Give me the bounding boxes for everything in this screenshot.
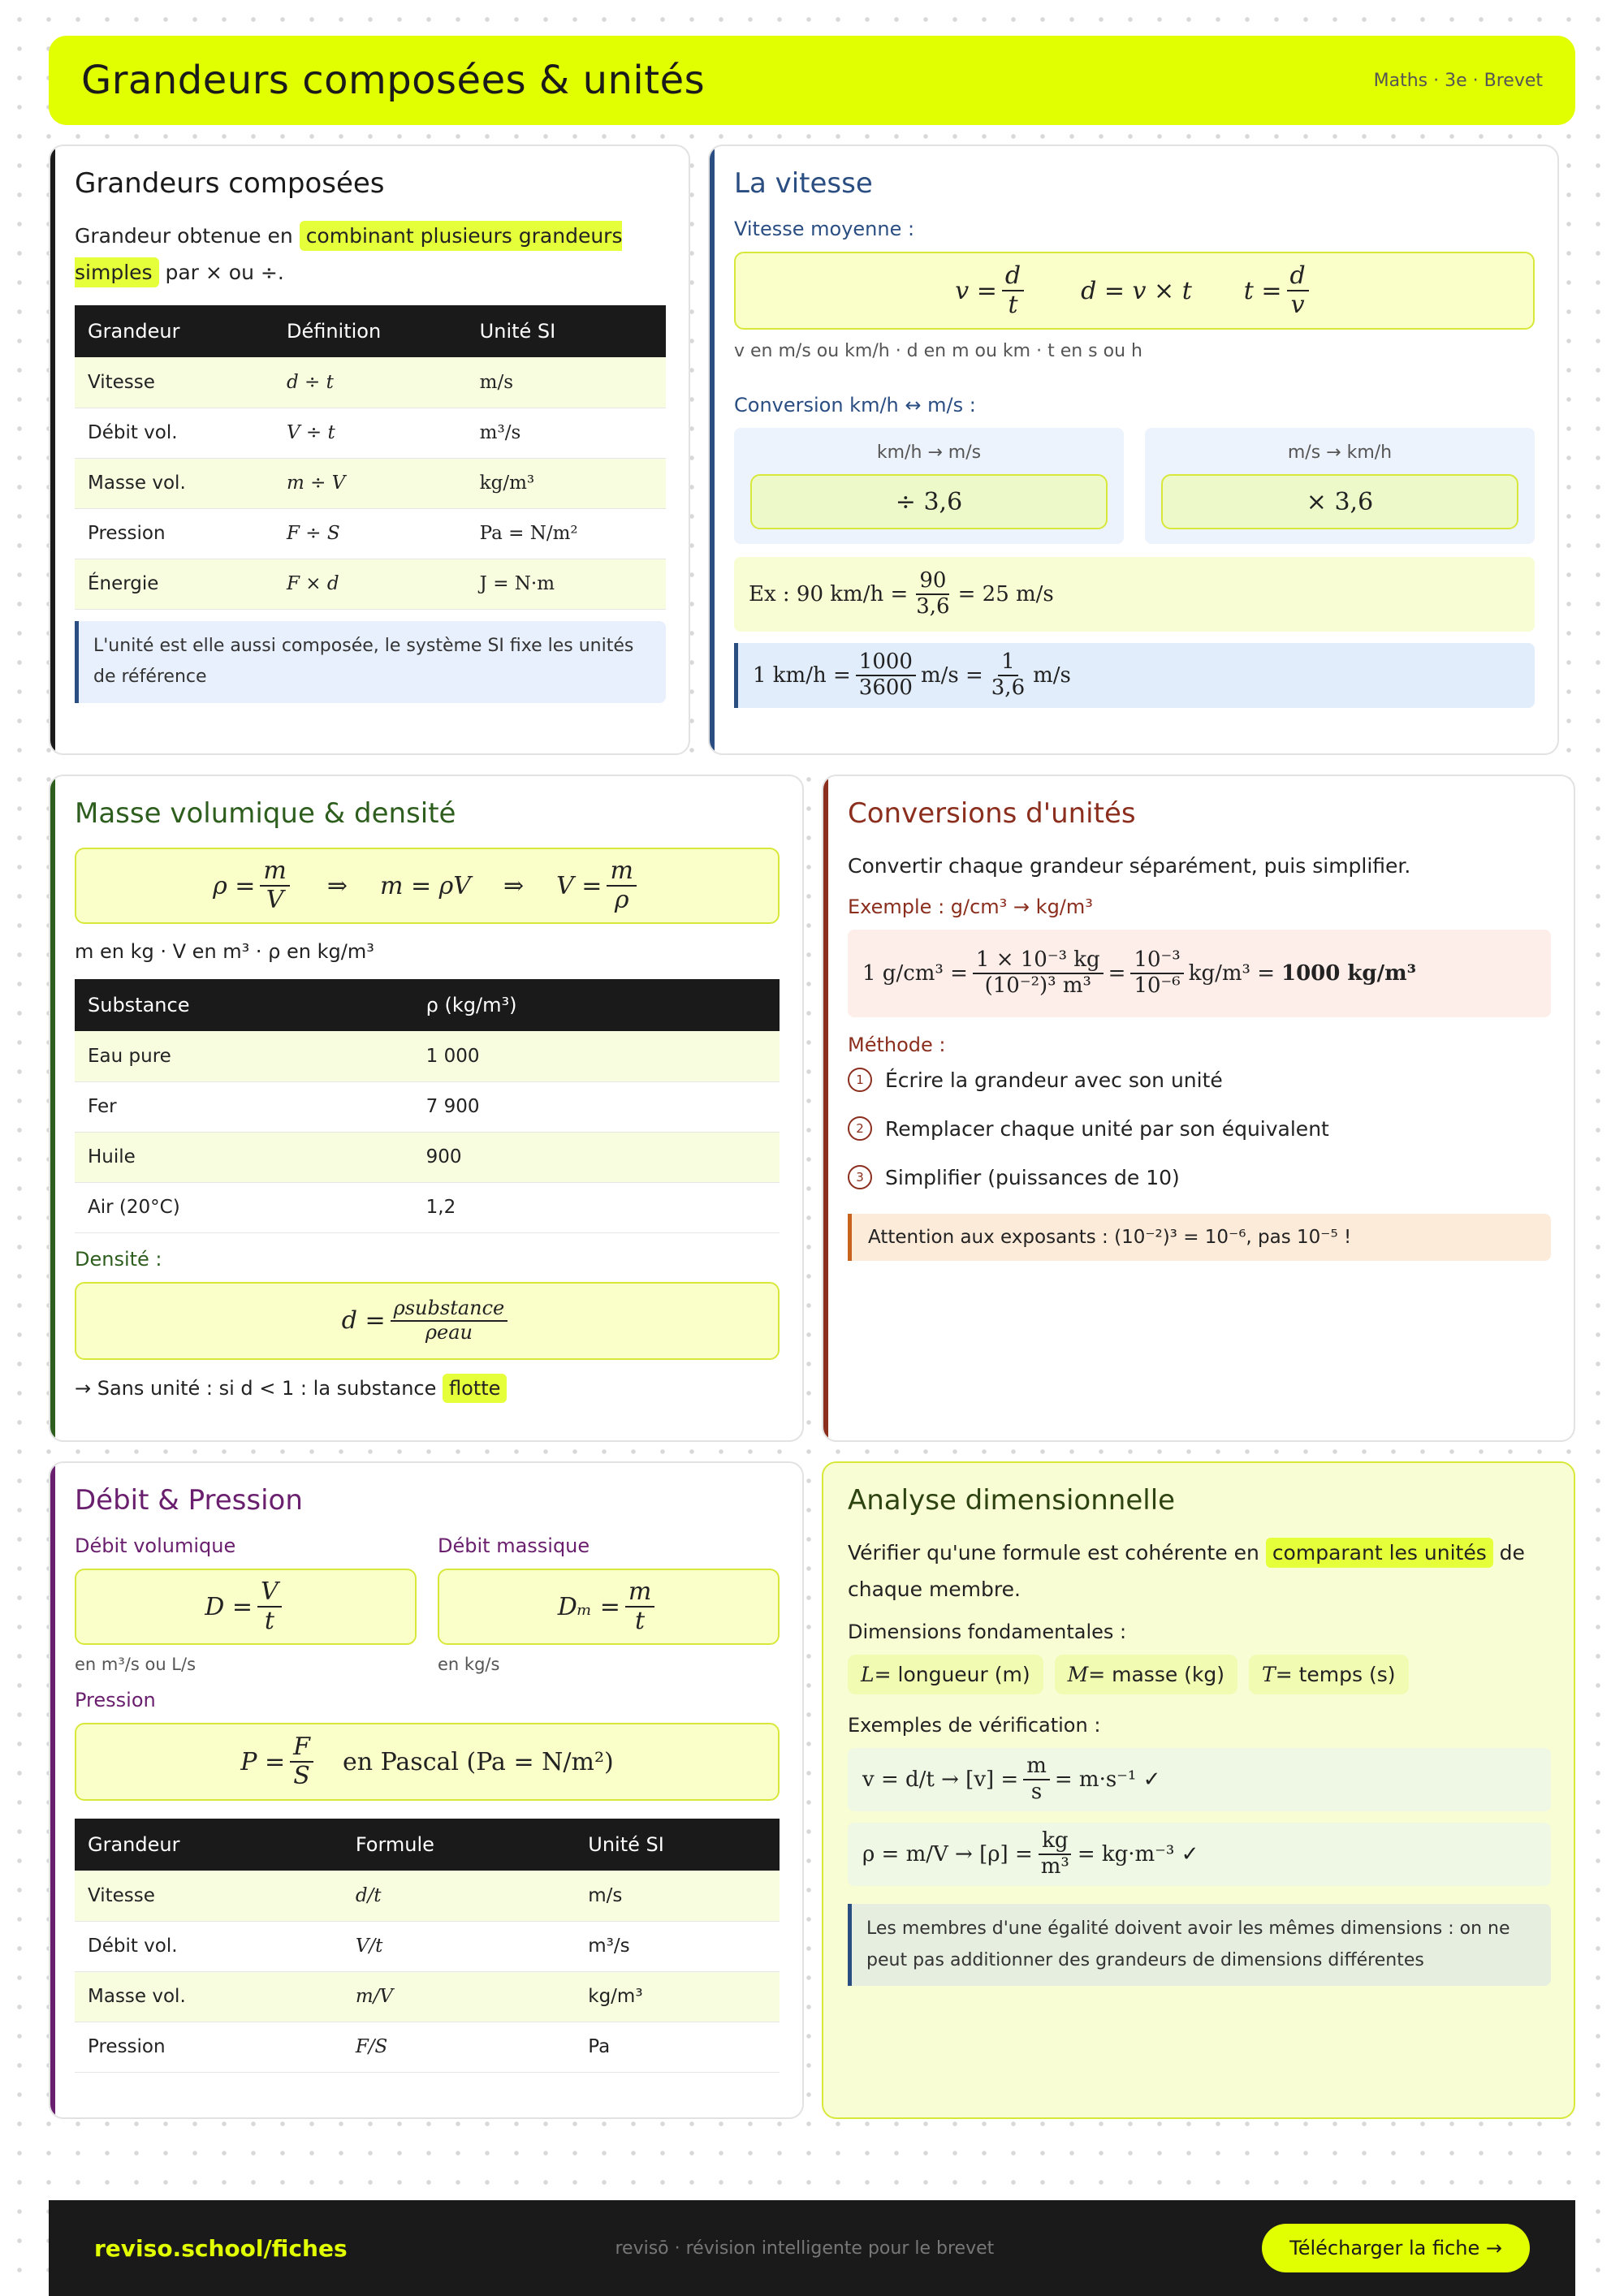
intro-text: Grandeur obtenue en combinant plusieurs grandeurs simples par × ou ÷. bbox=[75, 218, 666, 291]
table-row: Masse vol. m/V kg/m³ bbox=[75, 1971, 780, 2022]
subtitle-debit-volumique: Débit volumique bbox=[75, 1534, 236, 1557]
formula-debit-massique: Dₘ = $\frac{m}{t}$ bbox=[438, 1569, 780, 1645]
page-header bbox=[49, 36, 1575, 125]
example-masse-volumique: ρ = m/V → [ρ] = $\frac{kg}{\text{m³}}$ = kg·m⁻³ ✓ bbox=[848, 1823, 1551, 1886]
page-title: Grandeurs composées & unités bbox=[81, 58, 706, 103]
table-row: Air (20°C) 1,2 bbox=[75, 1182, 780, 1232]
density-table: Substance ρ (kg/m³) Eau pure 1 000 Fer 7 900 Huile 900 Air (20°C) 1,2 bbox=[75, 979, 780, 1233]
example-conversion: Ex : 90 km/h = $\frac{90}{3,6}$ = 25 m/s bbox=[734, 557, 1535, 632]
warning-note: Attention aux exposants : (10⁻²)³ = 10⁻⁶, pas 10⁻⁵ ! bbox=[848, 1214, 1551, 1261]
card-title: Masse volumique & densité bbox=[75, 797, 456, 830]
card-title: Grandeurs composées bbox=[75, 167, 385, 200]
example-label: Exemple : g/cm³ → kg/m³ bbox=[848, 896, 1093, 918]
subtitle-pression: Pression bbox=[75, 1689, 156, 1711]
list-item: 3 Simplifier (puissances de 10) bbox=[848, 1165, 1551, 1189]
highlight: flotte bbox=[443, 1374, 507, 1403]
table-row: Eau pure 1 000 bbox=[75, 1031, 780, 1081]
list-item: 1 Écrire la grandeur avec son unité bbox=[848, 1068, 1551, 1092]
formula-densite: d = ρsubstance ρeau bbox=[75, 1282, 780, 1360]
table-row: Pression F ÷ S Pa = N/m² bbox=[75, 508, 666, 559]
card-title: La vitesse bbox=[734, 167, 873, 200]
highlight: combinant plusieurs grandeurs simples bbox=[75, 221, 622, 287]
table-row: Fer 7 900 bbox=[75, 1081, 780, 1132]
table-row: Vitesse d/t m/s bbox=[75, 1871, 780, 1921]
card-title: Conversions d'unités bbox=[848, 797, 1136, 830]
units-line: v en m/s ou km/h · d en m ou km · t en s ou h bbox=[734, 341, 1142, 361]
formula-debit-volumique: D = $\frac{V}{t}$ bbox=[75, 1569, 417, 1645]
table-row: Vitesse d ÷ t m/s bbox=[75, 357, 666, 408]
list-item: 2 Remplacer chaque unité par son équivalent bbox=[848, 1116, 1551, 1141]
info-note: L'unité est elle aussi composée, le système SI fixe les unités de référence bbox=[75, 621, 666, 703]
density-note: → Sans unité : si d < 1 : la substance flotte bbox=[75, 1371, 780, 1406]
info-note: Les membres d'une égalité doivent avoir les mêmes dimensions : on ne peut pas additionner des grandeurs de dimensions différentes bbox=[848, 1904, 1551, 1986]
footer-brand-link[interactable]: reviso.school/fiches bbox=[94, 2234, 348, 2262]
card-title: Débit & Pression bbox=[75, 1484, 303, 1517]
subtitle-debit-massique: Débit massique bbox=[438, 1534, 590, 1557]
formula-vitesse: v = $\frac{d}{t}$ d = v × t t = $\frac{d}{v}$ bbox=[734, 252, 1535, 330]
conversion-kmh-to-ms: km/h → m/s ÷ 3,6 bbox=[734, 428, 1124, 544]
formula-pression: P = $\frac{F}{S}$ en Pascal (Pa = N/m²) bbox=[75, 1723, 780, 1801]
units-table: Grandeur Définition Unité SI Vitesse d ÷ t m/s Débit vol. V ÷ t m³/s Masse vol. m ÷ V kg/m³ Pression F ÷ S Pa = N/m² Énergie F × d J = N·m bbox=[75, 305, 666, 610]
intro-text: Vérifier qu'une formule est cohérente en comparant les unités de chaque membre. bbox=[848, 1534, 1551, 1608]
table-row: Énergie F × d J = N·m bbox=[75, 559, 666, 609]
subtitle-densite: Densité : bbox=[75, 1247, 162, 1271]
table-row: Masse vol. m ÷ V kg/m³ bbox=[75, 458, 666, 508]
intro-text: Convertir chaque grandeur séparément, puis simplifier. bbox=[848, 854, 1411, 878]
example-equation: 1 g/cm³ = $\frac{\text{1 × 10⁻³ kg}}{\text{(10⁻²)³ m³}}$ = $\frac{\text{10⁻³}}{\text{10⁻⁶}}$ kg/m³ = 1000 kg/m³ bbox=[848, 930, 1551, 1017]
page-meta: Maths · 3e · Brevet bbox=[1373, 70, 1543, 91]
card-debit-pression: Débit & Pression Débit volumique D = $\frac{V}{t}$ en m³/s ou L/s Débit massique Dₘ = $\frac{m}{t}$ en kg/s Pression P = $\frac{F}{S}$ en Pascal (Pa = N/m²) Grandeur Formule Unité SI Vitesse d/t m/s Débit vol. V/t m³/s Masse vol. m/V kg/m³ Pression F/S Pa bbox=[49, 1461, 804, 2119]
download-button[interactable]: Télécharger la fiche → bbox=[1262, 2224, 1530, 2272]
card-analyse-dimensionnelle bbox=[822, 1461, 1575, 2119]
card-conversions bbox=[822, 775, 1575, 1442]
card-vitesse bbox=[708, 145, 1559, 755]
card-title: Analyse dimensionnelle bbox=[848, 1484, 1176, 1517]
method-label: Méthode : bbox=[848, 1034, 946, 1056]
dimension-chip: M = masse (kg) bbox=[1055, 1655, 1237, 1694]
subtitle-conversion: Conversion km/h ↔ m/s : bbox=[734, 394, 976, 416]
conversion-ms-to-kmh: m/s → km/h × 3,6 bbox=[1145, 428, 1535, 544]
highlight: comparant les unités bbox=[1266, 1538, 1493, 1568]
units-line: m en kg · V en m³ · ρ en kg/m³ bbox=[75, 940, 374, 963]
formula-masse-volumique: ρ = $\frac{m}{V}$ ⇒ m = ρV ⇒ V = $\frac{m}{\rho}$ bbox=[75, 848, 780, 924]
footer-tagline: revisō · révision intelligente pour le brevet bbox=[615, 2238, 995, 2259]
subtitle-vitesse-moyenne: Vitesse moyenne : bbox=[734, 218, 915, 240]
card-masse-volumique bbox=[49, 775, 804, 1442]
dimension-chip: L = longueur (m) bbox=[848, 1655, 1043, 1694]
table-row: Débit vol. V ÷ t m³/s bbox=[75, 408, 666, 458]
example-vitesse: v = d/t → [v] = $\frac{m}{s}$ = m·s⁻¹ ✓ bbox=[848, 1748, 1551, 1811]
subtitle-dimensions: Dimensions fondamentales : bbox=[848, 1621, 1127, 1643]
card-grandeurs-composees bbox=[49, 145, 690, 755]
equivalence-line: 1 km/h = $\frac{1000}{3600}$ m/s = $\frac{1}{3,6}$ m/s bbox=[734, 643, 1535, 708]
dimension-chip: T = temps (s) bbox=[1249, 1655, 1409, 1694]
table-row: Pression F/S Pa bbox=[75, 2022, 780, 2072]
subtitle-exemples: Exemples de vérification : bbox=[848, 1714, 1101, 1737]
table-row: Débit vol. V/t m³/s bbox=[75, 1921, 780, 1971]
summary-table: Grandeur Formule Unité SI Vitesse d/t m/s Débit vol. V/t m³/s Masse vol. m/V kg/m³ Pression F/S Pa bbox=[75, 1819, 780, 2073]
footer bbox=[49, 2200, 1575, 2296]
table-row: Huile 900 bbox=[75, 1132, 780, 1182]
